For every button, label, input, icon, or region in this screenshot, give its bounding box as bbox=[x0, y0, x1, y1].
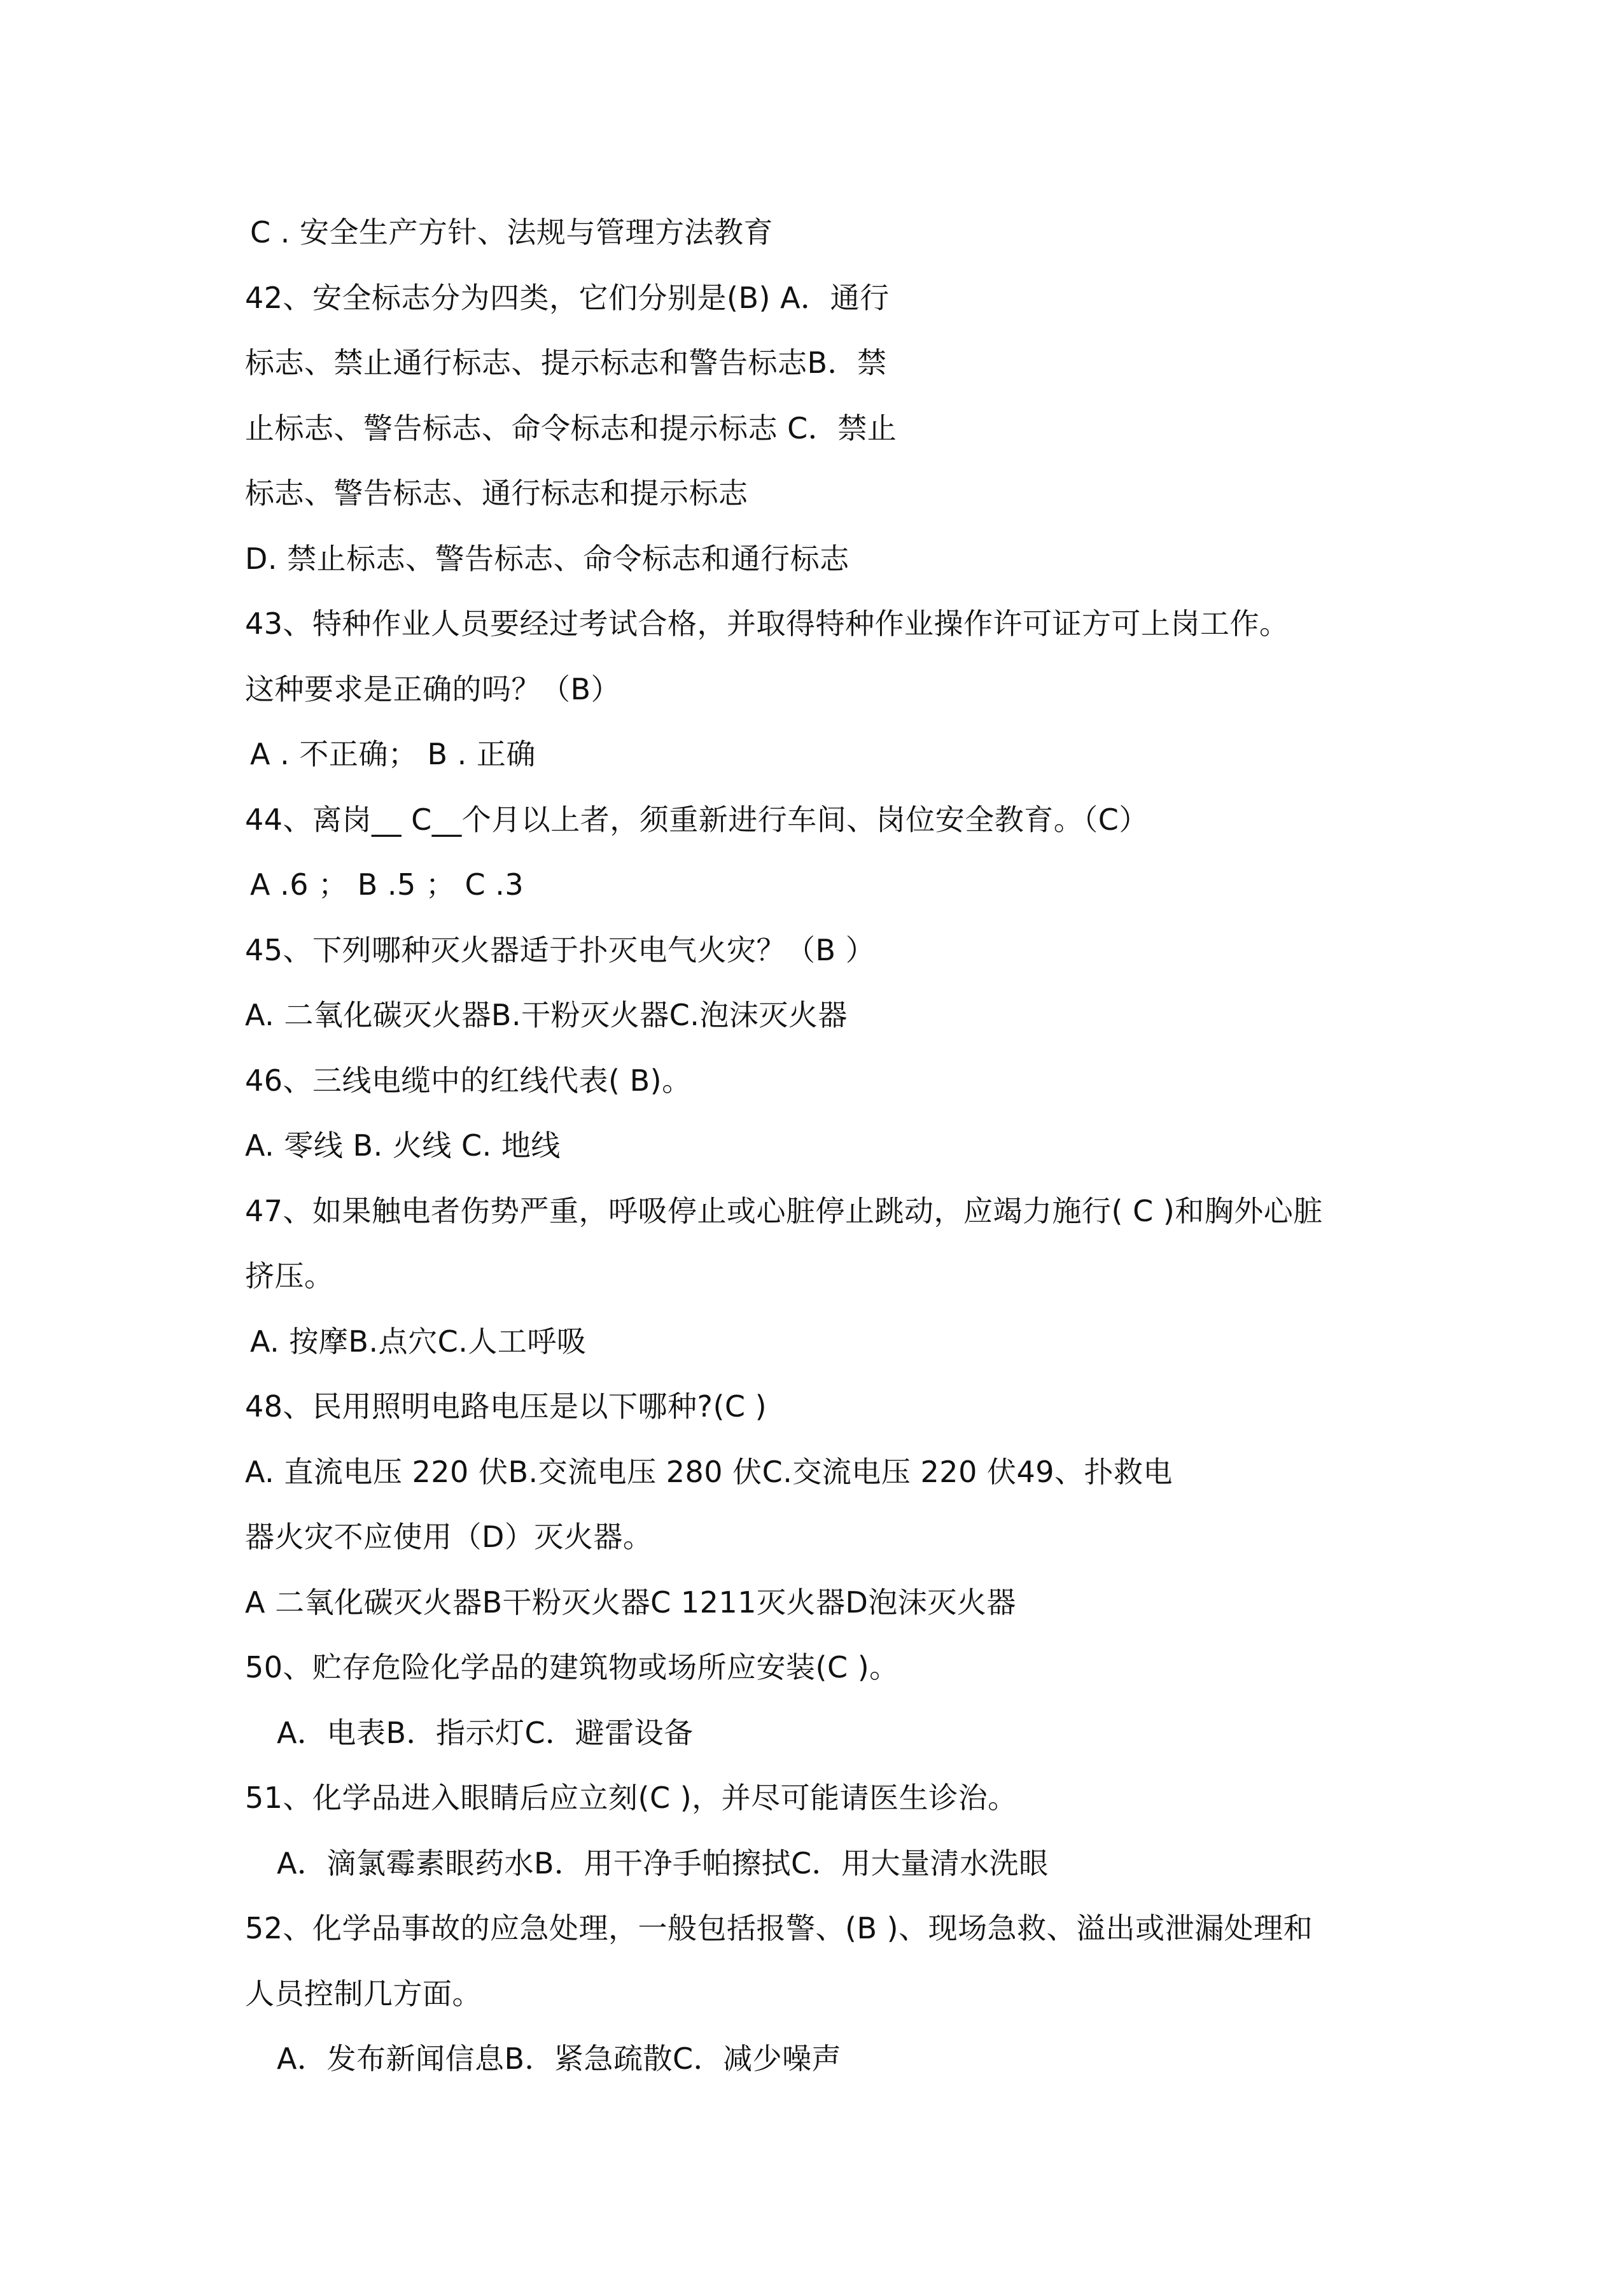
text-line: 人员控制几方面。 bbox=[245, 1976, 482, 2011]
question-50: 50、贮存危险化学品的建筑物或场所应安装(C )。 bbox=[245, 1650, 899, 1684]
text-line: 标志、禁止通行标志、提示标志和警告标志B．禁 bbox=[245, 346, 887, 380]
question-47: 47、如果触电者伤势严重，呼吸停止或心脏停止跳动，应竭力施行( C )和胸外心脏 bbox=[245, 1193, 1323, 1228]
text-line: 器火灾不应使用（D）灭火器。 bbox=[245, 1520, 653, 1554]
question-44: 44、离岗__ C__个月以上者，须重新进行车间、岗位安全教育。（C） bbox=[245, 802, 1149, 837]
question-52: 52、化学品事故的应急处理，一般包括报警、(B )、现场急救、溢出或泄漏处理和 bbox=[245, 1911, 1313, 1945]
text-line: 这种要求是正确的吗？（B） bbox=[245, 671, 621, 706]
text-line: 止标志、警告标志、命令标志和提示标志 C．禁止 bbox=[245, 410, 897, 445]
text-line: 标志、警告标志、通行标志和提示标志 bbox=[245, 476, 748, 510]
question-48: 48、民用照明电路电压是以下哪种?(C ) bbox=[245, 1389, 767, 1424]
answer-options: A. 按摩B.点穴C.人工呼吸 bbox=[250, 1324, 587, 1359]
answer-options: A 二氧化碳灭火器B干粉灭火器C 1211灭火器D泡沫灭火器 bbox=[245, 1585, 1016, 1620]
text-line: D. 禁止标志、警告标志、命令标志和通行标志 bbox=[245, 541, 849, 576]
answer-options: A. 二氧化碳灭火器B.干粉灭火器C.泡沫灭火器 bbox=[245, 998, 848, 1032]
question-45: 45、下列哪种灭火器适于扑灭电气火灾？（B ） bbox=[245, 932, 876, 967]
answer-options: A. 直流电压 220 伏B.交流电压 280 伏C.交流电压 220 伏49、扑救电 bbox=[245, 1454, 1173, 1489]
question-42: 42、安全标志分为四类，它们分别是(B) A．通行 bbox=[245, 280, 890, 315]
question-43: 43、特种作业人员要经过考试合格，并取得特种作业操作许可证方可上岗工作。 bbox=[245, 606, 1289, 641]
answer-options: A. 零线 B. 火线 C. 地线 bbox=[245, 1128, 561, 1163]
text-line: C . 安全生产方针、法规与管理方法教育 bbox=[250, 215, 773, 249]
question-51: 51、化学品进入眼睛后应立刻(C )，并尽可能请医生诊治。 bbox=[245, 1781, 1017, 1815]
answer-options: A．发布新闻信息B．紧急疏散C．减少噪声 bbox=[277, 2041, 842, 2076]
answer-options: A .6 ； B .5 ； C .3 bbox=[250, 867, 524, 902]
document-body bbox=[245, 207, 1390, 2099]
answer-options: A．滴氯霉素眼药水B．用干净手帕擦拭C．用大量清水洗眼 bbox=[277, 1845, 1049, 1880]
question-46: 46、三线电缆中的红线代表( B)。 bbox=[245, 1063, 692, 1098]
answer-options: A．电表B．指示灯C．避雷设备 bbox=[277, 1715, 694, 1750]
answer-options: A . 不正确； B . 正确 bbox=[250, 737, 536, 771]
text-line: 挤压。 bbox=[245, 1259, 334, 1293]
